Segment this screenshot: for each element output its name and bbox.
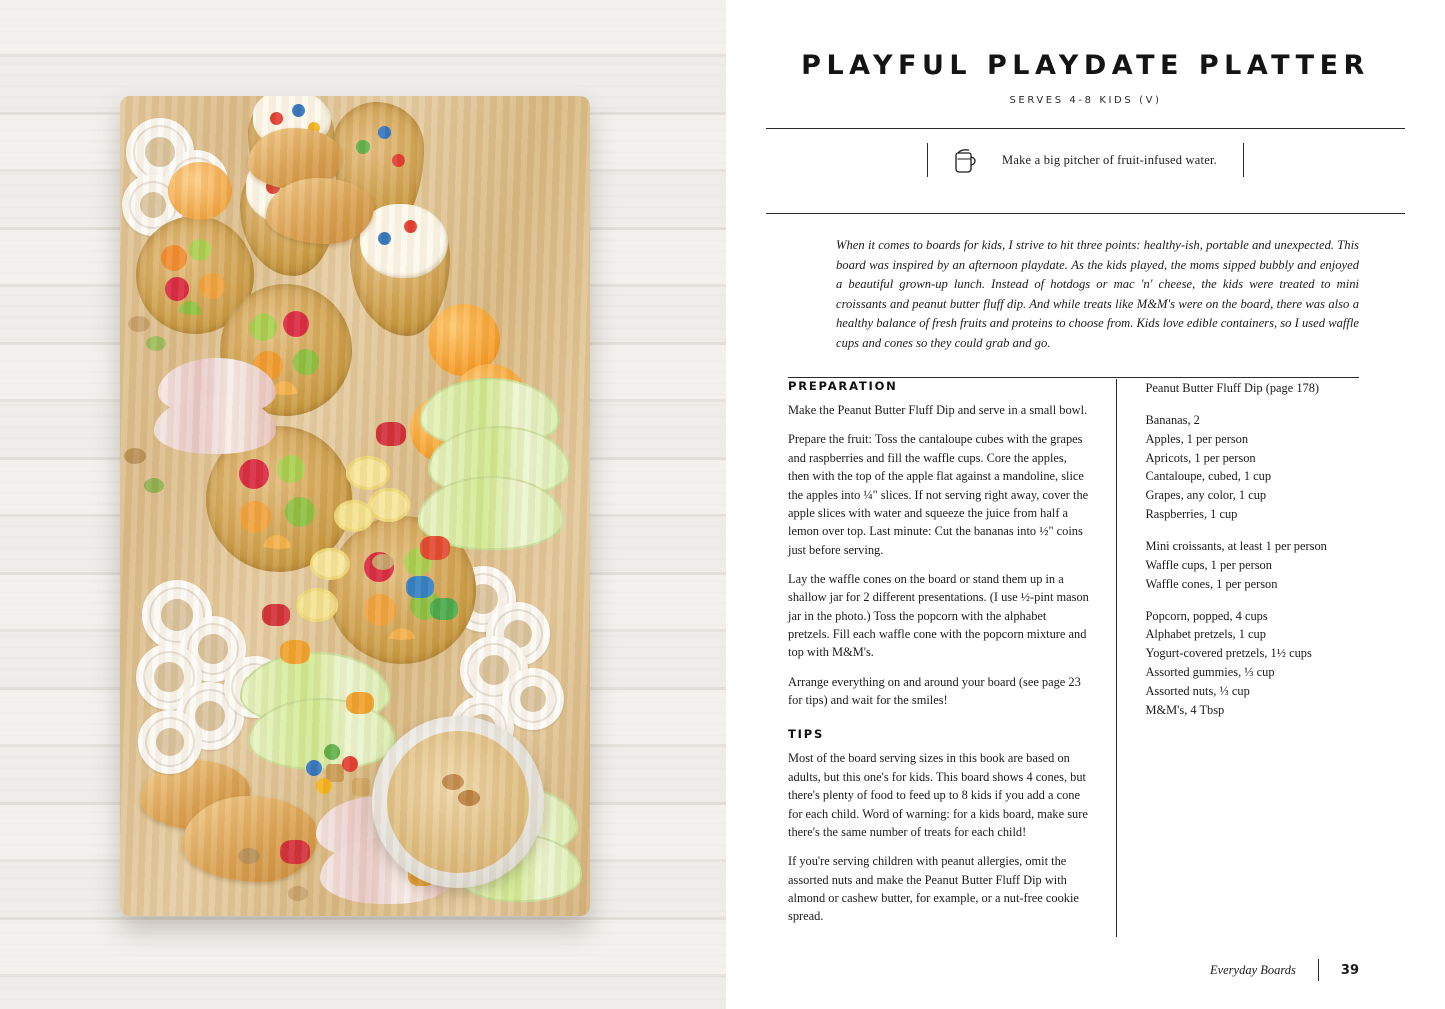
fruit-filling: [155, 235, 235, 315]
candy-mm: [292, 104, 305, 117]
ingredient-item: Waffle cups, 1 per person: [1145, 557, 1272, 572]
assorted-nut: [146, 336, 166, 351]
method-column: [788, 379, 1116, 937]
gummy-candy: [406, 576, 434, 598]
alphabet-pretzel: [352, 778, 370, 796]
tip-divider-right: [1243, 143, 1244, 177]
tips-paragraph: Most of the board serving sizes in this book are based on adults, but this one's for kids. This board shows 4 cones, but there's plenty of food to feed up to 8 kids if you add a cone for each child. Word of warning: for a kids board, make sure there's the same number of treats for each child!: [788, 751, 1088, 839]
page-title: PLAYFUL PLAYDATE PLATTER: [801, 50, 1370, 81]
nut-garnish: [458, 790, 480, 806]
ingredient-item: Alphabet pretzels, 1 cup: [1145, 627, 1266, 642]
apricot: [468, 444, 526, 502]
yogurt-pretzel: [502, 668, 564, 730]
candy-mm: [270, 112, 283, 125]
preparation-paragraph: Make the Peanut Butter Fluff Dip and serve in a small bowl.: [788, 403, 1088, 418]
ingredient-item: M&M's, 4 Tbsp: [1145, 702, 1225, 717]
candy-mm: [266, 180, 280, 194]
candy-mm: [378, 232, 391, 245]
serves-line: SERVES 4-8 KIDS (V): [1009, 95, 1162, 106]
preparation-paragraph: Lay the waffle cones on the board or stand them up in a shallow jar for 2 different presentations. (I use ½-pint mason jar in the photo.) Toss the popcorn with the alphabet pretzels. Fill each waffle cone with the popcorn mixture and top with M&M's.: [788, 571, 1089, 660]
apricot: [168, 162, 232, 220]
recipe-text-page: [726, 0, 1445, 1009]
candy-mm: [324, 744, 340, 760]
ingredient-item: Assorted gummies, ⅓ cup: [1145, 665, 1275, 680]
dip-bowl: [372, 716, 544, 888]
page-number: 39: [1340, 962, 1359, 978]
ingredient-item: Raspberries, 1 cup: [1145, 507, 1238, 522]
tips-heading: TIPS: [788, 727, 825, 742]
popcorn-cluster: [360, 204, 448, 278]
ingredient-item: Popcorn, popped, 4 cups: [1145, 608, 1268, 623]
apple-slice-green: [456, 834, 582, 902]
apple-slice-green: [428, 426, 570, 498]
ingredient-item: Waffle cones, 1 per person: [1145, 576, 1278, 591]
assorted-nut: [128, 316, 150, 332]
fruit-filling: [352, 540, 453, 641]
serving-board: [120, 96, 590, 916]
mini-croissant: [182, 796, 318, 882]
yogurt-pretzel: [168, 248, 228, 308]
waffle-cup: [220, 284, 352, 416]
food-arrangement: [120, 96, 590, 916]
gummy-candy: [430, 598, 458, 620]
yogurt-pretzel: [122, 174, 184, 236]
popcorn-cluster: [253, 96, 331, 148]
recipe-columns: [788, 379, 1359, 937]
mini-croissant: [248, 128, 342, 190]
ingredient-item: Apples, 1 per person: [1145, 431, 1249, 446]
mini-croissant: [266, 178, 374, 244]
tip-banner-text: Make a big pitcher of fruit-infused water.: [1002, 152, 1217, 167]
banana-coin: [296, 588, 338, 622]
gummy-candy: [408, 864, 436, 886]
yogurt-pretzel: [486, 602, 550, 666]
ingredient-item: Bananas, 2: [1145, 412, 1200, 427]
nut-garnish: [442, 774, 464, 790]
ingredient-item: Assorted nuts, ⅓ cup: [1145, 683, 1250, 698]
yogurt-pretzel: [450, 566, 516, 632]
mini-croissant: [140, 760, 250, 830]
waffle-cup: [206, 426, 352, 572]
yogurt-pretzel: [136, 644, 202, 710]
banana-coin: [346, 456, 390, 490]
apple-slice-green: [240, 652, 390, 726]
apricot: [428, 304, 500, 376]
assorted-nut: [144, 478, 164, 493]
apple-slice-red: [316, 796, 446, 860]
assorted-nut: [372, 554, 394, 570]
gummy-candy: [346, 692, 374, 714]
apple-slice-green: [450, 786, 578, 856]
tip-divider-left: [927, 143, 928, 177]
banana-coin: [310, 548, 350, 580]
apricot: [410, 396, 476, 462]
preparation-paragraph: Arrange everything on and around your board (see page 23 for tips) and wait for the smiles!: [788, 674, 1081, 708]
waffle-cup: [136, 216, 254, 334]
candy-mm: [316, 778, 332, 794]
gummy-candy: [280, 840, 310, 864]
assorted-nut: [238, 848, 260, 864]
fruit-filling: [241, 305, 331, 395]
divider-above-columns: [788, 377, 1359, 378]
assorted-nut: [288, 886, 308, 901]
preparation-paragraph: Prepare the fruit: Toss the cantaloupe cubes with the grapes and raspberries and fill the waffle cups. Core the apples, then with the top of the apple flat against a mandoline, slice the apples into ¼" slices. If not serving right away, cover the apple slices with water and squeeze the juice from half a lemon over top. Last minute: Cut the bananas into ½" coins just before serving.: [788, 432, 1089, 557]
yogurt-pretzel: [142, 580, 212, 650]
banana-coin: [368, 488, 410, 522]
apple-slice-red: [154, 396, 276, 454]
yogurt-pretzel: [224, 656, 286, 718]
candy-mm: [308, 192, 321, 205]
ingredients-column: [1116, 379, 1359, 937]
chapter-label: Everyday Boards: [1209, 962, 1296, 977]
banana-coin: [334, 500, 374, 532]
gummy-candy: [280, 640, 310, 664]
candy-mm: [306, 760, 322, 776]
assorted-nut: [124, 448, 146, 464]
divider-below-tip: [766, 213, 1405, 214]
tip-banner: [766, 129, 1405, 191]
yogurt-pretzel: [138, 710, 202, 774]
candy-mm: [378, 126, 391, 139]
waffle-cone: [248, 96, 334, 196]
alphabet-pretzel: [326, 764, 344, 782]
apple-slice-green: [418, 476, 564, 550]
apple-slice-green: [248, 698, 396, 770]
intro-paragraph: When it comes to boards for kids, I strive to hit three points: healthy-ish, portable and unexpected. This board was inspired by an afternoon playdate. As the kids played, the moms sipped bubbly and enjoyed a beautiful grown-up lunch. Instead of hotdogs or mac 'n' cheese, the kids were treated to mini croissants and peanut butter fluff dip. And while treats like M&M's were on the board, there was also a healthy balance of fresh fruits and proteins to choose from. Kids love edible containers, so I used waffle cups and cones so they could grab and go.: [836, 238, 1359, 350]
ingredient-item: Peanut Butter Fluff Dip (page 178): [1145, 381, 1320, 396]
yogurt-pretzel: [176, 682, 244, 750]
yogurt-pretzel: [126, 118, 194, 186]
apple-slice-red: [320, 838, 454, 904]
ingredient-item: Mini croissants, at least 1 per person: [1145, 539, 1327, 553]
candy-mm: [342, 756, 358, 772]
ingredient-item: Grapes, any color, 1 cup: [1145, 488, 1267, 503]
apple-slice-red: [158, 358, 276, 416]
ingredient-item: Apricots, 1 per person: [1145, 450, 1256, 465]
candy-mm: [356, 140, 370, 154]
apple-slice-green: [420, 378, 560, 448]
candy-mm: [392, 154, 405, 167]
gummy-candy: [420, 536, 450, 560]
ingredient-item: Cantaloupe, cubed, 1 cup: [1145, 469, 1272, 484]
candy-mm: [308, 122, 320, 134]
waffle-cone: [350, 206, 450, 336]
waffle-cone: [240, 156, 336, 276]
candy-mm: [290, 166, 304, 180]
pitcher-icon: [954, 145, 976, 175]
yogurt-pretzel: [450, 696, 514, 760]
yogurt-pretzel: [164, 150, 228, 214]
preparation-heading: PREPARATION: [788, 379, 898, 394]
yogurt-pretzel: [460, 636, 528, 704]
ingredient-item: Yogurt-covered pretzels, 1½ cups: [1145, 646, 1312, 661]
gummy-candy: [262, 604, 290, 626]
yogurt-pretzel: [180, 616, 246, 682]
page-footer: [1210, 959, 1359, 981]
waffle-cup: [328, 516, 476, 664]
popcorn-cluster: [246, 154, 332, 224]
gummy-candy: [376, 422, 406, 446]
waffle-cone: [332, 102, 424, 230]
peanut-butter-dip: [387, 731, 528, 872]
apricot: [452, 364, 528, 440]
fruit-filling: [229, 449, 328, 548]
candy-mm: [404, 220, 417, 233]
tips-paragraph: If you're serving children with peanut allergies, omit the assorted nuts and make the Peanut Butter Fluff Dip with almond or cashew butter, for example, or a nut-free cookie spread.: [788, 854, 1079, 924]
